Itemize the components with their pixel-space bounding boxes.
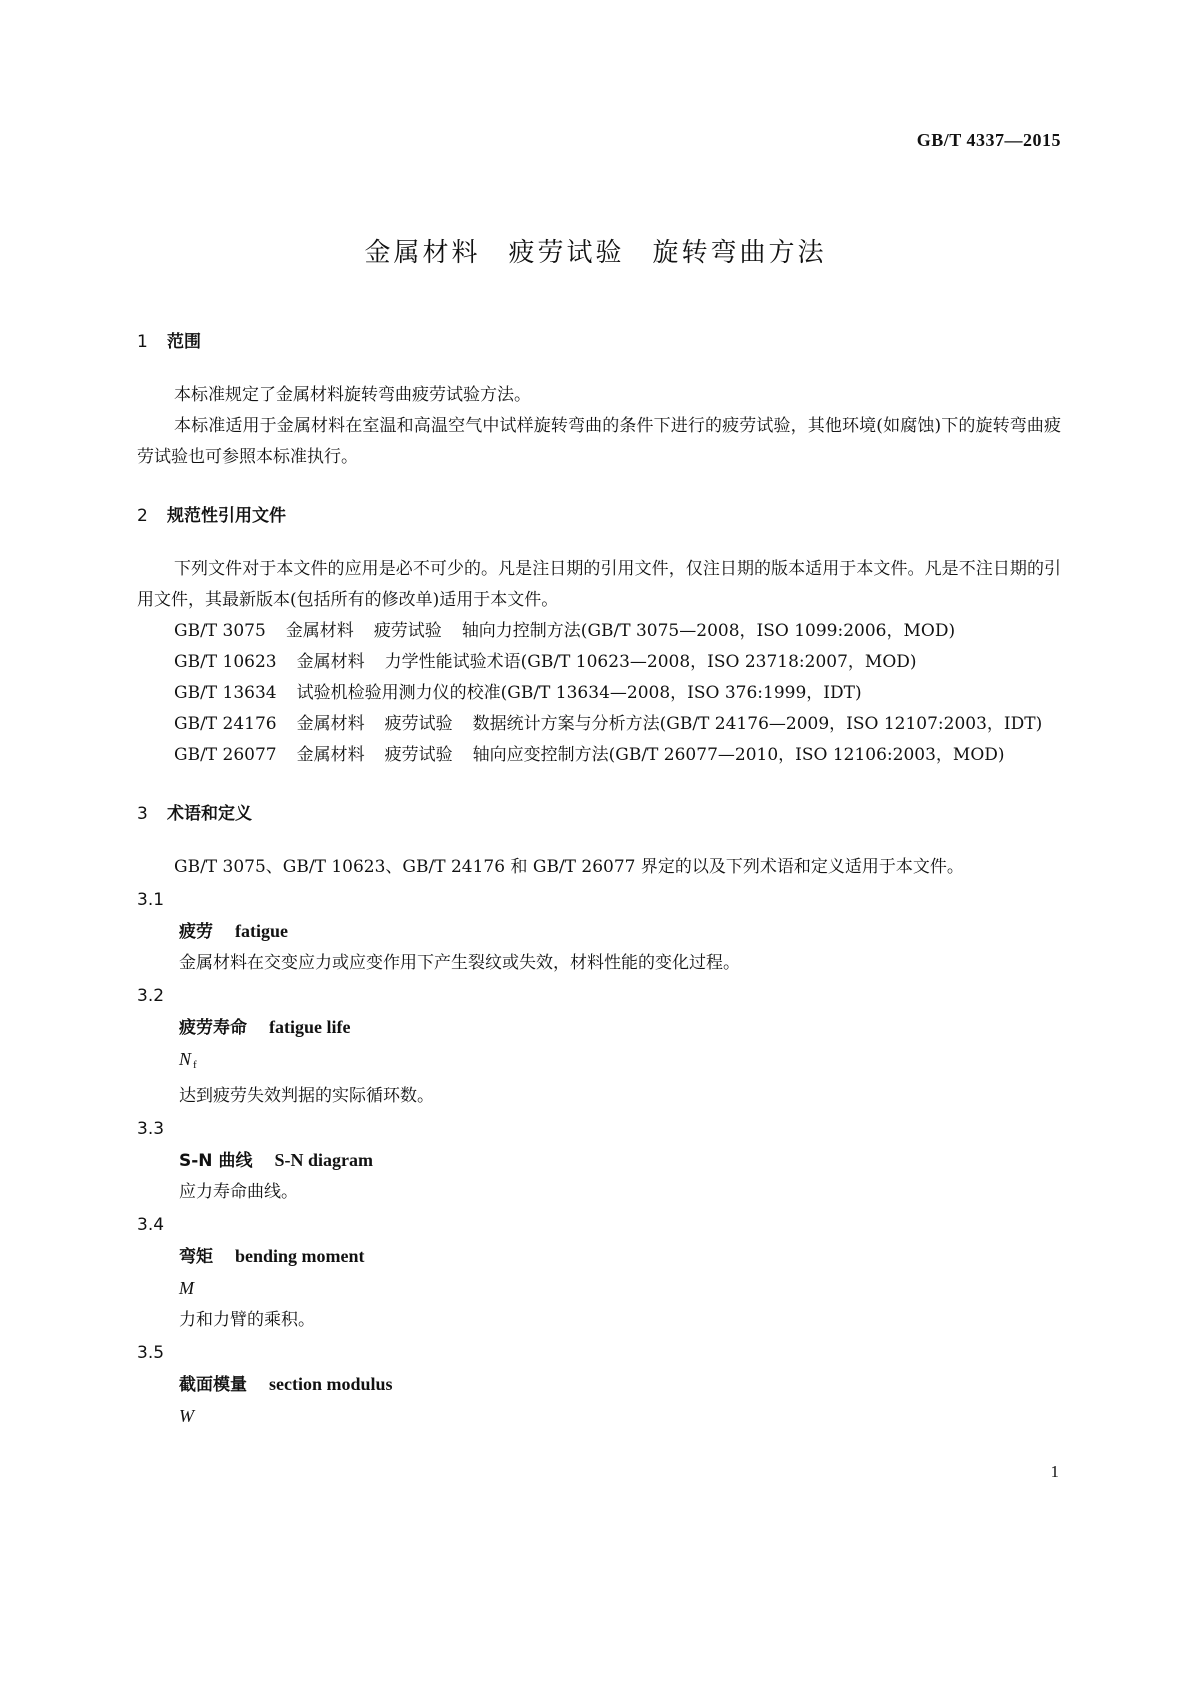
reference-item xyxy=(137,678,1061,709)
reference-code: GB/T 13634 xyxy=(174,683,277,703)
section-title: 术语和定义 xyxy=(167,804,252,824)
term-chinese: 疲劳 xyxy=(179,922,213,942)
reference-item xyxy=(137,647,1061,678)
reference-item xyxy=(137,709,1061,740)
document-code: GB/T 4337—2015 xyxy=(916,130,1061,150)
reference-title-part: 金属材料 xyxy=(296,714,365,734)
term-chinese: 弯矩 xyxy=(179,1247,213,1267)
section-number: 3 xyxy=(137,804,148,824)
term-chinese: 疲劳寿命 xyxy=(179,1018,247,1038)
symbol-subscript: f xyxy=(193,1059,197,1071)
term-english: fatigue xyxy=(235,921,288,941)
symbol-letter: N xyxy=(179,1049,192,1069)
term-symbol xyxy=(137,1273,1061,1305)
page-number: 1 xyxy=(1050,1462,1059,1481)
title-part: 旋转弯曲方法 xyxy=(652,238,827,268)
reference-code: GB/T 10623 xyxy=(174,652,277,672)
reference-title-rest: 轴向力控制方法(GB/T 3075—2008，ISO 1099:2006，MOD) xyxy=(461,621,956,641)
section-title: 范围 xyxy=(167,332,201,352)
reference-title-part: 金属材料 xyxy=(296,745,365,765)
term-number: 3.2 xyxy=(137,986,165,1006)
reference-title-part: 疲劳试验 xyxy=(384,745,453,765)
reference-title-rest: 力学性能试验术语(GB/T 10623—2008，ISO 23718:2007，MOD) xyxy=(384,652,917,672)
term-symbol xyxy=(137,1044,1061,1081)
term-number: 3.1 xyxy=(137,890,165,910)
reference-title-rest: 试验机检验用测力仪的校准(GB/T 13634—2008，ISO 376:1999，IDT) xyxy=(296,683,862,703)
title-part: 金属材料 xyxy=(364,238,481,268)
term-definition: 应力寿命曲线。 xyxy=(179,1182,298,1202)
reference-code: GB/T 3075 xyxy=(174,621,266,641)
section-title: 规范性引用文件 xyxy=(167,506,286,526)
reference-title-rest: 数据统计方案与分析方法(GB/T 24176—2009，ISO 12107:2003，IDT) xyxy=(472,714,1043,734)
term-english: S-N diagram xyxy=(274,1150,373,1170)
term-heading xyxy=(137,1241,1061,1273)
paragraph: 本标准规定了金属材料旋转弯曲疲劳试验方法。 xyxy=(174,385,531,405)
term-heading xyxy=(137,1012,1061,1044)
paragraph: GB/T 3075、GB/T 10623、GB/T 24176 和 GB/T 26077 界定的以及下列术语和定义适用于本文件。 xyxy=(174,857,964,877)
term-definition: 力和力臂的乘积。 xyxy=(179,1310,315,1330)
symbol-letter: M xyxy=(179,1278,194,1298)
term-chinese: S-N 曲线 xyxy=(179,1151,253,1171)
document-body xyxy=(137,327,1061,1433)
reference-title-part: 金属材料 xyxy=(285,621,354,641)
term-heading xyxy=(137,1369,1061,1401)
section-heading-scope xyxy=(137,327,1061,358)
reference-code: GB/T 26077 xyxy=(174,745,277,765)
term-heading xyxy=(137,1145,1061,1177)
term-number: 3.5 xyxy=(137,1343,165,1363)
term-english: section modulus xyxy=(269,1374,393,1394)
reference-title-part: 疲劳试验 xyxy=(384,714,453,734)
term-heading xyxy=(137,916,1061,948)
term-chinese: 截面模量 xyxy=(179,1375,247,1395)
reference-title-rest: 轴向应变控制方法(GB/T 26077—2010，ISO 12106:2003，MOD) xyxy=(472,745,1005,765)
term-english: fatigue life xyxy=(269,1017,351,1037)
symbol-letter: W xyxy=(179,1406,194,1426)
term-symbol xyxy=(137,1401,1061,1433)
term-number: 3.4 xyxy=(137,1215,165,1235)
reference-code: GB/T 24176 xyxy=(174,714,277,734)
reference-title-part: 金属材料 xyxy=(296,652,365,672)
reference-item xyxy=(137,616,1061,647)
paragraph: 下列文件对于本文件的应用是必不可少的。凡是注日期的引用文件，仅注日期的版本适用于本文件。凡是不注日期的引用文件，其最新版本(包括所有的修改单)适用于本文件。 xyxy=(137,559,1061,610)
reference-item xyxy=(137,740,1061,771)
term-number: 3.3 xyxy=(137,1119,165,1139)
section-heading-terms-definitions xyxy=(137,799,1061,830)
title-part: 疲劳试验 xyxy=(508,238,625,268)
section-number: 2 xyxy=(137,506,148,526)
term-definition: 达到疲劳失效判据的实际循环数。 xyxy=(179,1086,434,1106)
term-definition: 金属材料在交变应力或应变作用下产生裂纹或失效，材料性能的变化过程。 xyxy=(179,953,740,973)
section-number: 1 xyxy=(137,332,148,352)
term-english: bending moment xyxy=(235,1246,365,1266)
paragraph: 本标准适用于金属材料在室温和高温空气中试样旋转弯曲的条件下进行的疲劳试验，其他环境(如腐蚀)下的旋转弯曲疲劳试验也可参照本标准执行。 xyxy=(137,416,1061,467)
reference-title-part: 疲劳试验 xyxy=(373,621,442,641)
page-title xyxy=(0,232,1191,269)
section-heading-normative-references xyxy=(137,501,1061,532)
